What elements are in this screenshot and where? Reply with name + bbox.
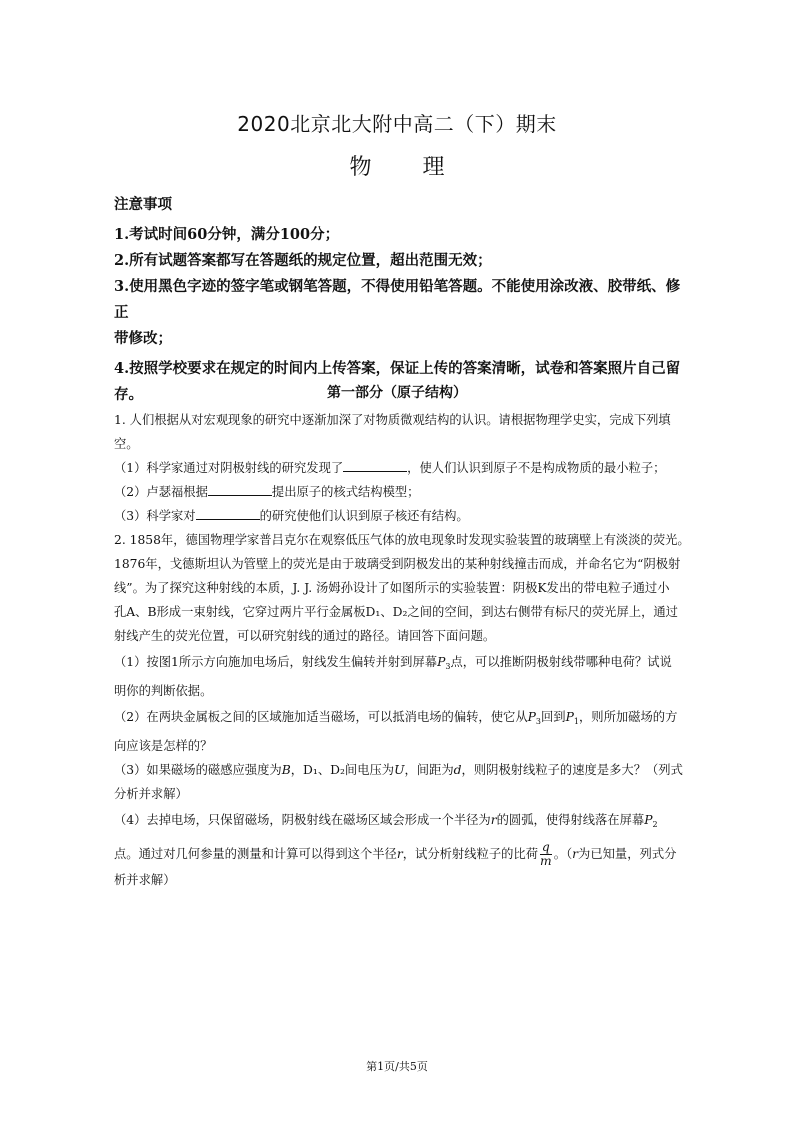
question-2-part-3: （3）如果磁场的磁感应强度为B，D₁、D₂间电压为U，间距为d，则阴极射线粒子的速度是多大？（列式 <box>114 763 683 777</box>
note-item: 1.考试时间60分钟，满分100分； <box>114 226 340 243</box>
question-1-part-1: （1）科学家通过对阴极射线的研究发现了 ，使人们认识到原子不是构成物质的最小粒子； <box>114 456 704 480</box>
notes-heading: 注意事项 <box>114 196 172 213</box>
question-1-part-3: （3）科学家对 的研究使他们认识到原子核还有结构。 <box>114 504 704 528</box>
question-2-stem: 孔A、B形成一束射线，它穿过两片平行金属板D₁、D₂之间的空间，到达右侧带有标尺的荧光屏上，通过 <box>114 605 678 619</box>
question-1-stem: 1. 人们根据从对宏观现象的研究中逐渐加深了对物质微观结构的认识。请根据物理学史实，完成下列填 <box>114 413 671 427</box>
question-2-part-4: （4）去掉电场，只保留磁场，阴极射线在磁场区域会形成一个半径为r的圆弧，使得射线落在屏幕$P_2$ <box>114 813 658 829</box>
question-2-part-1: （1）按图1所示方向施加电场后，射线发生偏转并射到屏幕$P_3$点，可以推断阴极射线带哪种电荷？试说 <box>114 655 672 671</box>
note-item: 存。 <box>114 386 143 403</box>
subject-title: 物 理 <box>349 155 445 180</box>
question-2-stem: 射线产生的荧光位置，可以研究射线的通过的路径。请回答下面问题。 <box>114 629 496 643</box>
charge-mass-ratio: $\frac{q}{m}$ <box>540 840 552 868</box>
questions <box>114 408 704 892</box>
question-1-part-2: （2）卢瑟福根据 提出原子的核式结构模型； <box>114 480 704 504</box>
exam-notes <box>114 192 694 408</box>
answer-blank[interactable] <box>208 481 272 496</box>
question-2-part-3-cont: 分析并求解） <box>114 787 188 801</box>
question-2-stem: 线”。为了探究这种射线的本质，J. J. 汤姆孙设计了如图所示的实验装置：阴极K发出的带电粒子通过小 <box>114 581 670 595</box>
note-item: 带修改； <box>114 330 172 347</box>
question-2-part-2-cont: 向应该是怎样的？ <box>114 739 213 753</box>
question-2-stem: 1876年，戈德斯坦认为管壁上的荧光是由于玻璃受到阴极发出的某种射线撞击而成，并命名它为“阴极射 <box>114 557 681 571</box>
page-number: 第1页/共5页 <box>366 1060 428 1073</box>
answer-blank[interactable] <box>343 457 407 472</box>
question-2-part-4-cont: 点。通过对几何参量的测量和计算可以得到这个半径r，试分析射线粒子的比荷 $\frac{q}{m}$ 。（r为已知量，列式分 <box>114 840 677 868</box>
question-2-stem: 2. 1858年，德国物理学家普吕克尔在观察低压气体的放电现象时发现实验装置的玻璃壁上有淡淡的荧光。 <box>114 533 690 547</box>
section-title: 第一部分（原子结构） <box>327 385 467 401</box>
note-item: 2.所有试题答案都写在答题纸的规定位置，超出范围无效； <box>114 252 492 269</box>
page-title: 2020北京北大附中高二（下）期末 <box>237 112 557 136</box>
question-2-part-2: （2）在两块金属板之间的区域施加适当磁场，可以抵消电场的偏转，使它从$P_3$回到$P_1$，则所加磁场的方 <box>114 710 678 726</box>
answer-blank[interactable] <box>196 505 260 520</box>
note-item: 4.按照学校要求在规定的时间内上传答案，保证上传的答案清晰，试卷和答案照片自己留 <box>114 360 681 377</box>
question-2-part-1-cont: 明你的判断依据。 <box>114 684 213 698</box>
question-2-part-4-end: 析并求解） <box>114 873 176 887</box>
question-1-stem-cont: 空。 <box>114 437 139 451</box>
note-item: 3.使用黑色字迹的签字笔或钢笔答题，不得使用铅笔答题。不能使用涂改液、胶带纸、修正 <box>114 278 681 321</box>
